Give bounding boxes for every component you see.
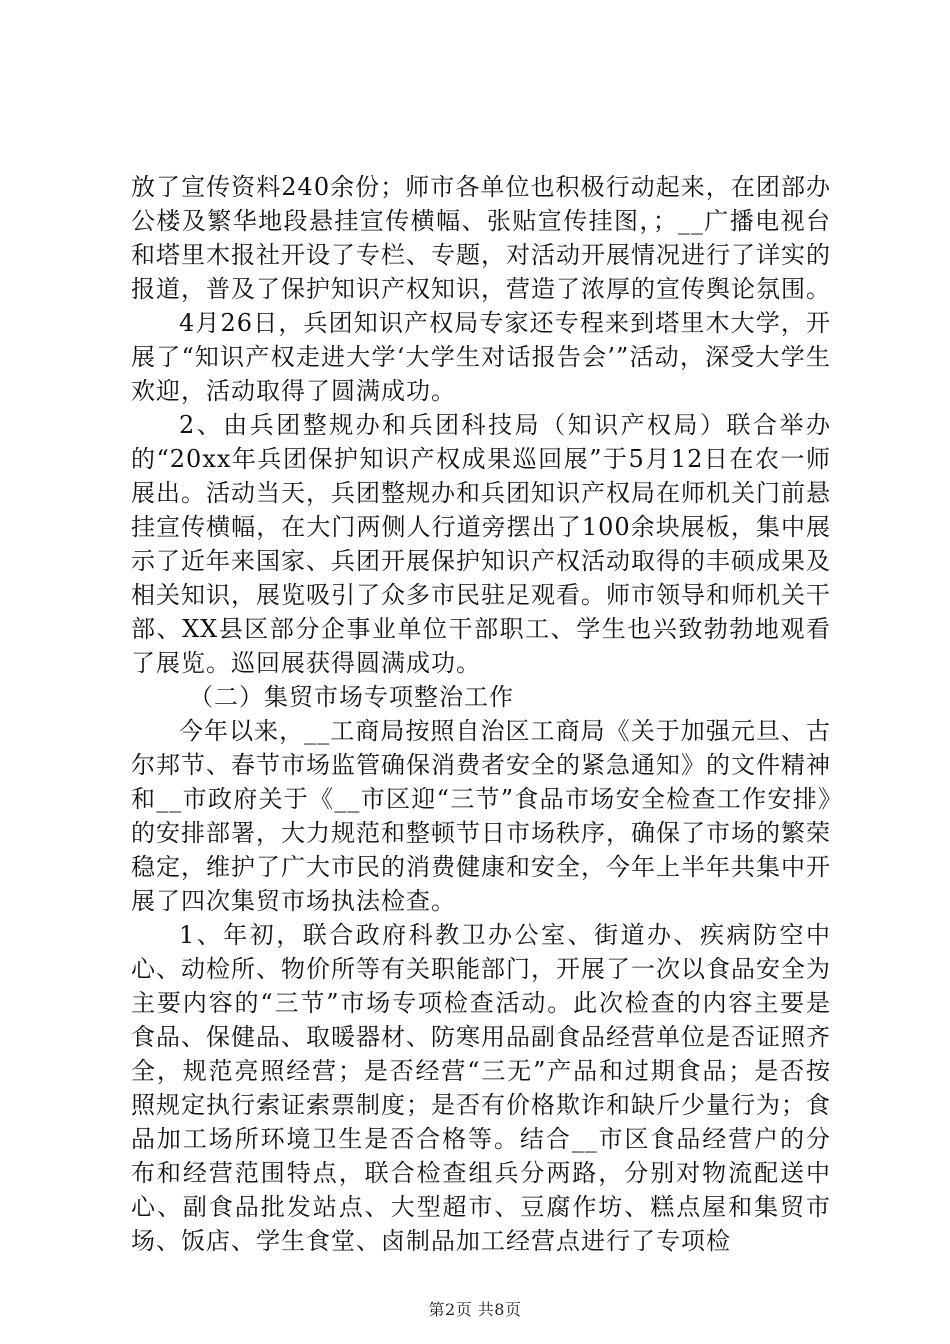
section-heading: （二）集贸市场专项整治工作 (189, 683, 514, 711)
paragraph-exhibition: 2、由兵团整规办和兵团科技局（知识产权局）联合举办的“20xx年兵团保护知识产权成果巡回展”于5月12日在农一师展出。活动当天，兵团整规办和兵团知识产权局在师机关门前悬挂宣传横幅，在大门两侧人行道旁摆出了100余块展板，集中展示了近年来国家、兵团开展保护知识产权活动取得的丰硕成果及相关知识，展览吸引了众多市民驻足观看。师市领导和师机关干部、XX县区部分企事业单位干部职工、学生也兴致勃勃地观看了展览。巡回展获得圆满成功。 (131, 411, 831, 677)
paragraph-market-inspection: 1、年初，联合政府科教卫办公室、街道办、疾病防空中心、动检所、物价所等有关职能部门，开展了一次以食品安全为主要内容的“三节”市场专项检查活动。此次检查的内容主要是食品、保健品、取暖器材、防寒用品副食品经营单位是否证照齐全，规范亮照经营；是否经营“三无”产品和过期食品；是否按照规定执行索证索票制度；是否有价格欺诈和缺斤少量行为；食品加工场所环境卫生是否合格等。结合__市区食品经营户的分布和经营范围特点，联合检查组兵分两路，分别对物流配送中心、副食品批发站点、大型超市、豆腐作坊、糕点屋和集贸市场、饭店、学生食堂、卤制品加工经营点进行了专项检 (131, 921, 831, 1255)
paragraph-expert-visit: 4月26日，兵团知识产权局专家还专程来到塔里木大学，开展了“知识产权走进大学‘大学生对话报告会’”活动，深受大学生欢迎，活动取得了圆满成功。 (131, 309, 831, 405)
paragraph-continuation: 放了宣传资料240余份；师市各单位也积极行动起来，在团部办公楼及繁华地段悬挂宣传横幅、张贴宣传挂图，；__广播电视台和塔里木报社开设了专栏、专题，对活动开展情况进行了详实的报道，普及了保护知识产权知识，营造了浓厚的宣传舆论氛围。 (131, 173, 831, 303)
page-footer: 第2页 共8页 (428, 1300, 522, 1319)
document-body (131, 170, 831, 1258)
paragraph-market-intro: 今年以来，__工商局按照自治区工商局《关于加强元旦、古尔邦节、春节市场监管确保消费者安全的紧急通知》的文件精神和__市政府关于《__市区迎“三节”食品市场安全检查工作安排》的安排部署，大力规范和整顿节日市场秩序，确保了市场的繁荣稳定，维护了广大市民的消费健康和安全，今年上半年共集中开展了四次集贸市场执法检查。 (131, 717, 831, 915)
